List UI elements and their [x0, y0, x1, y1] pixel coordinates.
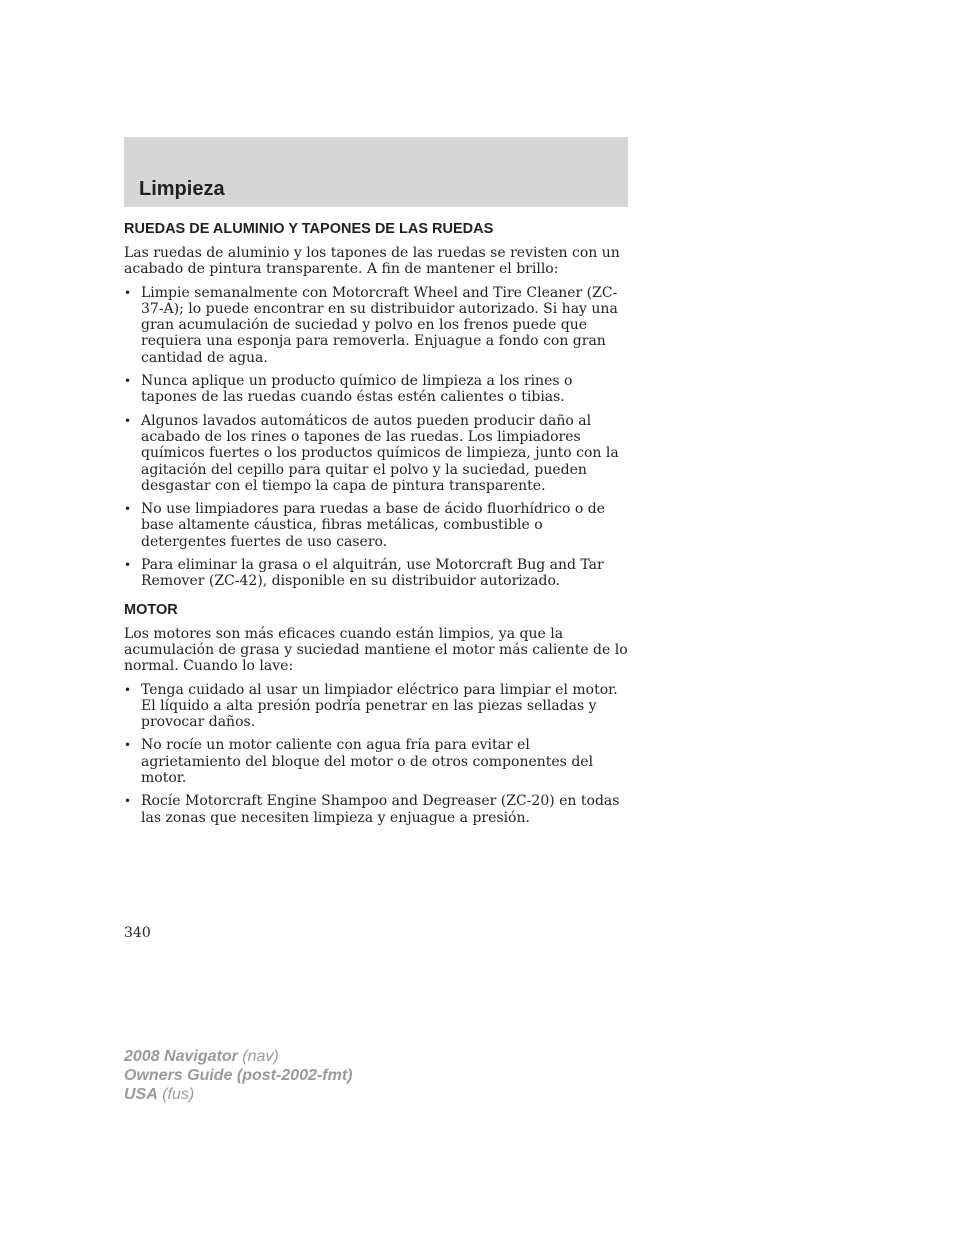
section-intro: Las ruedas de aluminio y los tapones de las ruedas se revisten con un acabado de pintura transparente. A fin de mantener el brillo: — [124, 245, 620, 278]
list-item: • Rocíe Motorcraft Engine Shampoo and Degreaser (ZC-20) en todas las zonas que necesiten limpieza y enjuague a presión. — [124, 793, 620, 826]
bullet-icon: • — [124, 558, 132, 573]
bullet-icon: • — [124, 738, 132, 753]
document-footer — [124, 1047, 352, 1104]
section-motor — [124, 601, 630, 826]
bullet-icon: • — [124, 682, 132, 697]
list-item: • Tenga cuidado al usar un limpiador eléctrico para limpiar el motor. El líquido a alta presión podría penetrar en las piezas selladas y provocar daños. — [124, 681, 618, 731]
bullet-icon: • — [124, 794, 132, 809]
list-item: • No rocíe un motor caliente con agua fría para evitar el agrietamiento del bloque del motor o de otros componentes del motor. — [124, 737, 594, 787]
page-number: 340 — [124, 925, 151, 941]
footer-line-region: USA (fus) — [124, 1086, 195, 1103]
bullet-list — [124, 682, 630, 826]
list-item: • Limpie semanalmente con Motorcraft Wheel and Tire Cleaner (ZC-37-A); lo puede encontrar en su distribuidor autorizado. Si hay una gran acumulación de suciedad y polvo en los frenos puede que requiera una esponja para removerla. Enjuague a fondo con gran cantidad de agua. — [124, 284, 618, 366]
footer-line-guide: Owners Guide (post-2002-fmt) — [124, 1067, 353, 1084]
main-content — [124, 220, 630, 836]
section-aluminum-wheels — [124, 220, 630, 590]
list-item: • Para eliminar la grasa o el alquitrán, use Motorcraft Bug and Tar Remover (ZC-42), disponible en su distribuidor autorizado. — [124, 557, 604, 590]
bullet-icon: • — [124, 413, 132, 428]
section-heading: MOTOR — [124, 601, 178, 618]
footer-line-model: 2008 Navigator (nav) — [124, 1048, 279, 1065]
bullet-icon: • — [124, 285, 132, 300]
list-item: • Algunos lavados automáticos de autos pueden producir daño al acabado de los rines o tapones de las ruedas. Los limpiadores químicos fuertes o los productos químicos de limpieza, junto con la agitación del cepillo para quitar el polvo y la suciedad, pueden desgastar con el tiempo la capa de pintura transparente. — [124, 412, 619, 494]
page-title: Limpieza — [139, 178, 225, 200]
list-item: • No use limpiadores para ruedas a base de ácido fluorhídrico o de base altamente cáustica, fibras metálicas, combustible o detergentes fuertes de uso casero. — [124, 501, 605, 550]
bullet-icon: • — [124, 502, 132, 517]
bullet-icon: • — [124, 374, 132, 389]
section-intro: Los motores son más eficaces cuando están limpios, ya que la acumulación de grasa y suciedad mantiene el motor más caliente de lo normal. Cuando lo lave: — [124, 625, 628, 675]
section-heading: RUEDAS DE ALUMINIO Y TAPONES DE LAS RUEDAS — [124, 221, 494, 237]
bullet-list — [124, 285, 630, 590]
list-item: • Nunca aplique un producto químico de limpieza a los rines o tapones de las ruedas cuando éstas estén calientes o tibias. — [124, 373, 573, 406]
section-header-band — [124, 137, 628, 207]
